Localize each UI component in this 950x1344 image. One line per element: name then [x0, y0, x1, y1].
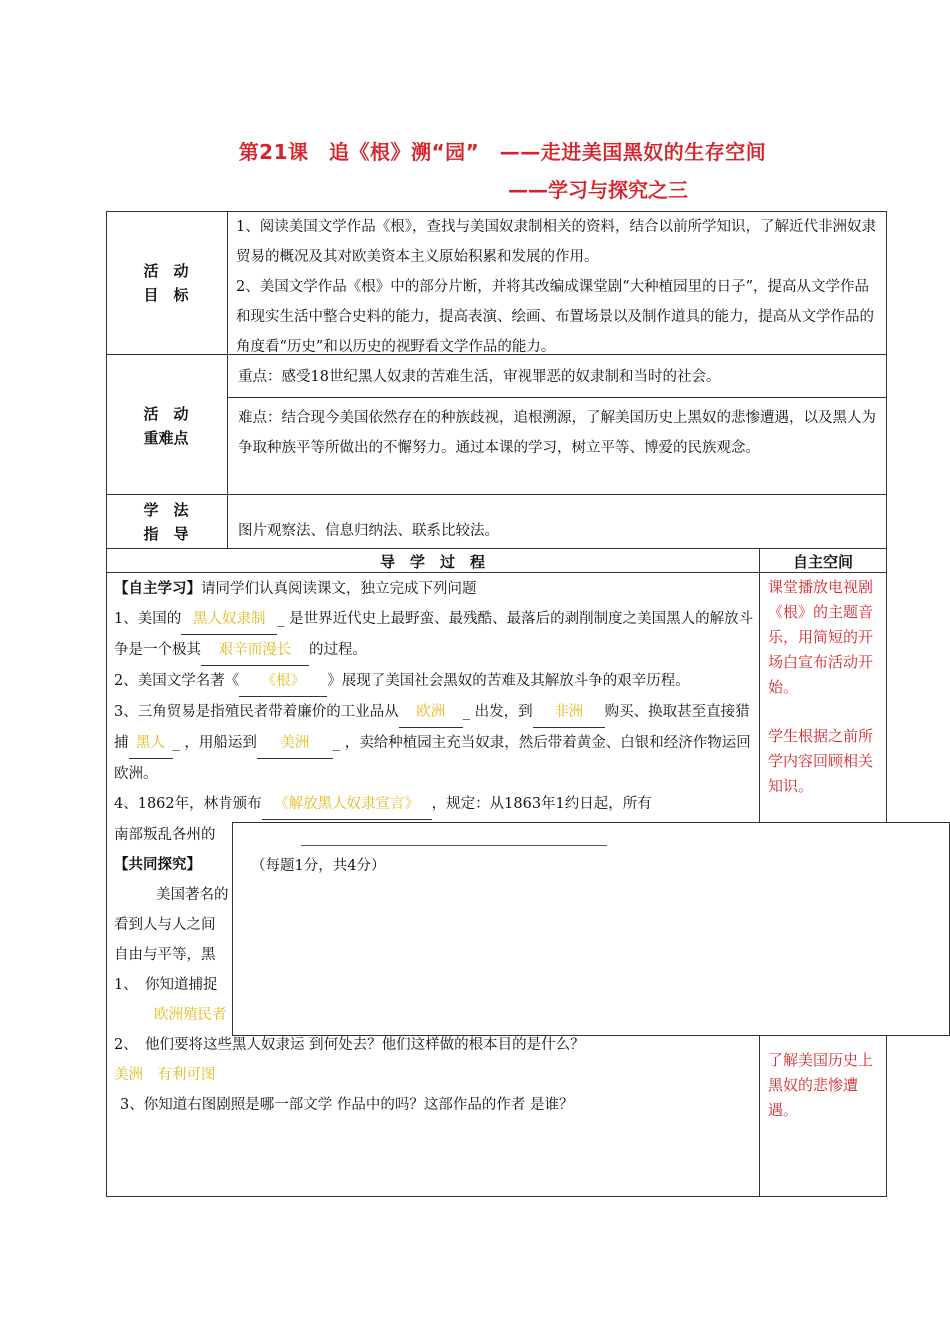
answer-blank: 欧洲 [399, 697, 463, 728]
side-header: 自主空间 [792, 553, 853, 571]
answer-blank: 黑人 [129, 728, 173, 759]
answer-blank: 非洲 [533, 697, 605, 728]
answer-blank: 《解放黑人奴隶宣言》 [262, 789, 432, 820]
key-label: 活 动 重难点 [143, 405, 189, 447]
answer-blank: 《根》 [239, 666, 327, 697]
answer-blank: 美洲 [257, 728, 333, 759]
side-note-3: 了解美国历史上黑奴的悲惨遭遇。 [768, 1051, 874, 1119]
lesson-title: 第21课 追《根》溯“园” ——走进美国黑奴的生存空间 [238, 140, 767, 164]
side-note-1: 课堂播放电视剧《根》的主题音乐，用简短的开场白宣布活动开始。 [768, 578, 874, 696]
side-note-2: 学生根据之前所学内容回顾相关知识。 [768, 727, 874, 795]
difficulty-text: 难点：结合现今美国依然存在的种族歧视，追根溯源，了解美国历史上黑奴的悲惨遭遇，以及黑人为争取种族平等所做出的不懈努力。通过本课的学习，树立平等、博爱的民族观念。 [238, 410, 876, 456]
focus-text: 重点：感受18世纪黑人奴隶的苦难生活，审视罪恶的奴隶制和当时的社会。 [238, 369, 721, 385]
answer-blank: 艰辛而漫长 [201, 635, 309, 666]
process-content: 【自主学习】请同学们认真阅读课文，独立完成下列问题 1、美国的 黑人奴隶制 _ 是世界近代史上最野蛮、最残酷、最落后的剥削制度之美国黑人的解放斗争是一个极其 艰辛而漫长 的过程。 2、美国文学名著《 《根》 》展现了美国社会黑奴的苦难及其解放斗争的艰辛历程。 3、三角贸易是指殖民者带着廉价的工业品从 欧洲 _ 出发，到 非洲 购买、换取甚至直接猎捕 黑人 _ ，用船运到 美洲 _ ，卖给种植园主充当奴隶，然后带着黄金、白银和经济作物运回欧洲。 4、1862年，林肯颁布 《解放黑人奴隶宣言》 ，规定：从1863年1约日起，所有 南部叛乱各州的 【共同探究】 美国著名的 看到人与人之间 自由与平等，黑 1、 你知道捕捉 欧洲殖民者 2、 他们要将这些黑人奴隶运 到何处去？他们这样做的根本目的是什么？ 美洲 有利可图 3、你知道右图剧照是哪一部文学 作品中的吗？这部作品的作者 是谁？ [114, 580, 754, 1113]
process-header: 导 学 过 程 [379, 553, 485, 571]
answer-blank: 黑人奴隶制 [181, 604, 277, 635]
method-label: 学 法 指 导 [143, 501, 189, 543]
goal-label: 活 动 目 标 [143, 262, 189, 304]
overlay-box [232, 822, 950, 1036]
score-note: （每题1分，共4分） [251, 858, 386, 874]
lesson-subtitle: ——学习与探究之三 [508, 178, 688, 202]
method-text: 图片观察法、信息归纳法、联系比较法。 [238, 523, 499, 539]
goal-text: 1、阅读美国文学作品《根》，查找与美国奴隶制相关的资料，结合以前所学知识，了解近代非洲奴隶贸易的概况及其对欧美资本主义原始积累和发展的作用。 2、美国文学作品《根》中的部分片断，并将其改编成课堂剧“大种植园里的日子”，提高从文学作品和现实生活中整合史料的能力，提高表演、绘画、布置场景以及制作道具的能力，提高从文学作品的角度看“历史”和以历史的视野看文学作品的能力。 [236, 219, 876, 355]
